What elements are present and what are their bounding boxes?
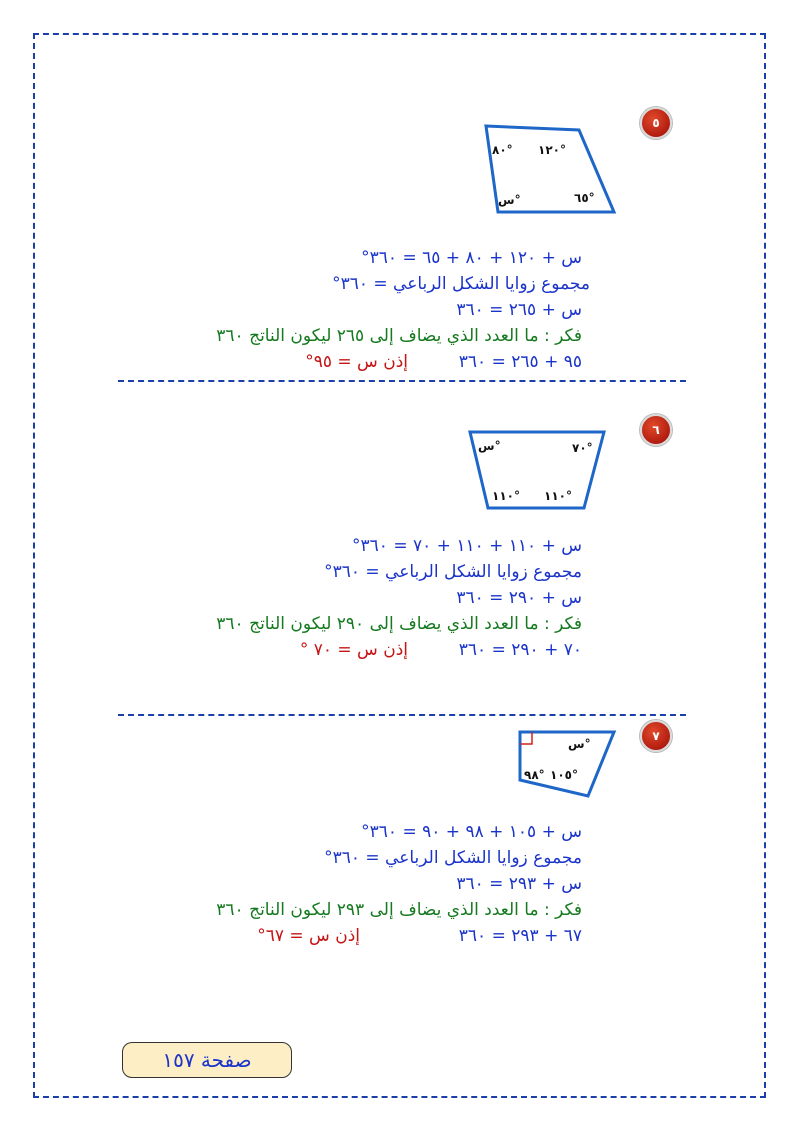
equation-line: س + ١٠٥ + ٩٨ + ٩٠ = ٣٦٠° — [361, 822, 582, 842]
check-line: ٧٠ + ٢٩٠ = ٣٦٠ — [458, 640, 582, 660]
angle-label: ٩٨° — [524, 768, 545, 782]
page-number-label: صفحة ١٥٧ — [162, 1048, 252, 1072]
rule-line: مجموع زوايا الشكل الرباعي = ٣٦٠° — [332, 274, 590, 294]
angle-label: س° — [568, 737, 591, 751]
angle-label: ١٢٠° — [538, 143, 566, 157]
quadrilateral-figure — [468, 430, 608, 512]
angle-label: س° — [478, 439, 501, 453]
angle-label: س° — [498, 193, 521, 207]
angle-label: ٨٠° — [492, 143, 513, 157]
page-number-box — [122, 1042, 292, 1078]
quadrilateral-figure — [484, 124, 624, 219]
section-divider — [118, 380, 686, 382]
angle-label: ١١٠° — [544, 489, 572, 503]
section-divider — [118, 714, 686, 716]
angle-label: ٧٠° — [572, 441, 593, 455]
think-line: فكر : ما العدد الذي يضاف إلى ٢٩٣ ليكون الناتج ٣٦٠ — [216, 900, 582, 920]
problem-number-badge: ٥ — [640, 107, 672, 139]
rule-line: مجموع زوايا الشكل الرباعي = ٣٦٠° — [324, 562, 582, 582]
angle-label: ١٠٥° — [550, 768, 578, 782]
rule-line: مجموع زوايا الشكل الرباعي = ٣٦٠° — [324, 848, 582, 868]
simplified-line: س + ٢٩٣ = ٣٦٠ — [456, 874, 582, 894]
problem-number-badge: ٦ — [640, 414, 672, 446]
equation-line: س + ١١٠ + ١١٠ + ٧٠ = ٣٦٠° — [352, 536, 582, 556]
simplified-line: س + ٢٦٥ = ٣٦٠ — [456, 300, 582, 320]
angle-label: ٦٥° — [574, 191, 595, 205]
answer-line: إذن س = ٩٥° — [305, 352, 408, 372]
problem-number-badge: ٧ — [640, 720, 672, 752]
equation-line: س + ١٢٠ + ٨٠ + ٦٥ = ٣٦٠° — [361, 248, 582, 268]
check-line: ٦٧ + ٢٩٣ = ٣٦٠ — [458, 926, 582, 946]
right-angle-marker — [520, 732, 532, 744]
answer-line: إذن س = ٦٧° — [257, 926, 360, 946]
answer-line: إذن س = ٧٠ ° — [299, 640, 408, 660]
angle-label: ١١٠° — [492, 489, 520, 503]
quadrilateral-figure — [518, 730, 618, 798]
think-line: فكر : ما العدد الذي يضاف إلى ٢٦٥ ليكون الناتج ٣٦٠ — [216, 326, 582, 346]
check-line: ٩٥ + ٢٦٥ = ٣٦٠ — [458, 352, 582, 372]
think-line: فكر : ما العدد الذي يضاف إلى ٢٩٠ ليكون الناتج ٣٦٠ — [216, 614, 582, 634]
simplified-line: س + ٢٩٠ = ٣٦٠ — [456, 588, 582, 608]
